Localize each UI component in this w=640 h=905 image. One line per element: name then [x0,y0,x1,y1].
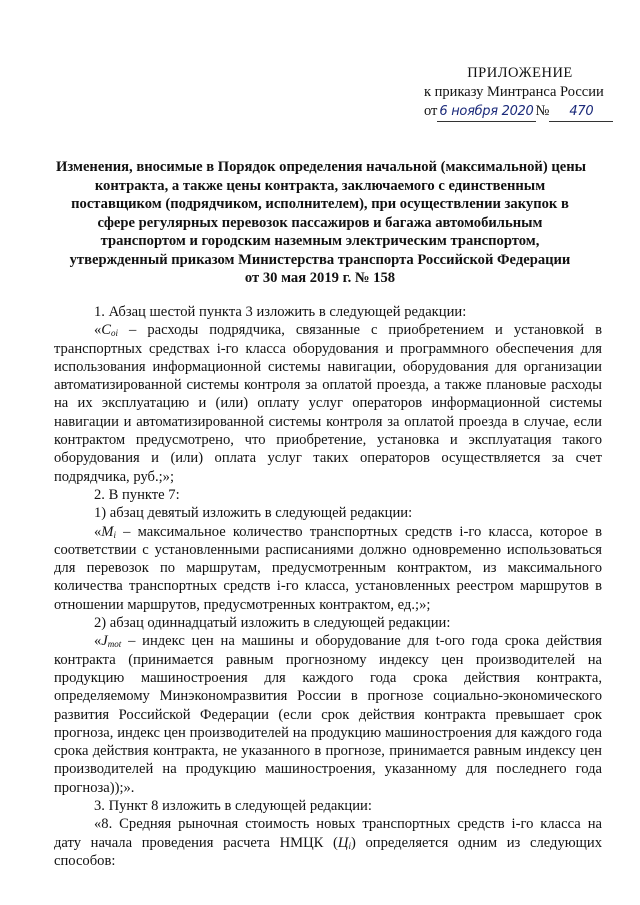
document-body [54,303,602,870]
title-line: транспортом и городским наземным электрическим транспортом, [100,233,540,249]
order-date-number [420,102,620,124]
paragraph-9 [54,815,602,870]
symbol-m-subscript: i [113,529,116,540]
paragraph-7-text: – индекс цен на машины и оборудование для t-ого года срока действия контракта (принимается равным прогнозному индексу цен производителей на продукцию машиностроения для каждого года срока действия контракта, определяемому Минэкономразвития России в прогнозе социально-экономического развития Российской Федерации (если срок действия контракта превышает срок прогноза, индекс цен производителей на продукцию машиностроения для каждого года срока действия контракта, не указанного в прогнозе, принимается равным индексу цен производителей на продукцию машиностроения, указанному для последнего года прогноза));». [54,633,602,796]
paragraph-9-end: ) определяется одним из следующих способов: [54,834,602,869]
handwritten-number: 470 [549,102,613,122]
paragraph-9-text: «8. Средняя рыночная стоимость новых транспортных средств i-го класса на дату начала проведения расчета НМЦК ( [54,816,602,851]
paragraph-1: 1. Абзац шестой пункта 3 изложить в следующей редакции: [94,304,467,320]
symbol-j-subscript: mot [107,639,122,650]
paragraph-3: 2. В пункте 7: [94,486,180,503]
order-reference: к приказу Минтранса России [424,84,604,100]
title-line: Изменения, вносимые в Порядок определения начальной (максимальной) цены [56,159,587,175]
from-prefix: от [424,103,438,119]
paragraph-7: «$J_{mot}$ – индекс цен на машины и оборудование для t-ого года срока действия контракта (принимается равным прогнозному индексу цен производителей на продукцию машиностроения для каждого года срока действия контракта, определяемому Минэкономразвития России в прогнозе социально-экономического развития Российской Федерации (если срок действия контракта превышает срок прогноза, индекс цен производителей на продукцию машиностроения для каждого года срока действия контракта, не указанного в прогнозе, принимается равным индексу цен производителей на продукцию машиностроения, указанному для последнего года прогноза));». [54,633,602,796]
paragraph-5-text: – максимальное количество транспортных средств i-го класса, которое в соответствии с установленными расписаниями должно одновременно использоваться для перевозок по маршрутам, предусмотренным контрактом, из максимального количества транспортных средств i-го класса, установленных реестром маршрутов в отношении маршрутов, предусмотренных контрактом, ед.;»; [54,523,602,613]
title-line: от 30 мая 2019 г. № 158 [244,270,396,286]
title-line: контракта, а также цены контракта, заключаемого с единственным [94,177,546,194]
handwritten-date: 6 ноября 2020 [437,102,535,122]
symbol-ts: Ц [337,834,349,851]
paragraph-2: «$C_{oi}$ – расходы подрядчика, связанные с приобретением и установкой в транспортных средствах i-го класса оборудования и программного обеспечения для использования информационной системы навигации, оборудования для организации автоматизированной системы контроля за оплатой проезда, а также плановые расходы на их эксплуатацию и (или) оплату услуг операторов информационной системы навигации и автоматизированной системы контроля за оплатой проезда в случае, если контрактом предусмотрено, что приобретение, установка и эксплуатация такого оборудования и (или) оплата услуг таких операторов осуществляется за счет подрядчика, руб.;»; [54,322,602,485]
number-prefix: № [535,103,550,119]
title-line: поставщиком (подрядчиком, исполнителем), при осуществлении закупок в [71,196,569,212]
symbol-m: M [101,523,114,540]
paragraph-8: 3. Пункт 8 изложить в следующей редакции: [94,798,372,815]
symbol-j: J [101,633,108,650]
title-line: утвержденный приказом Министерства транспорта Российской Федерации [69,251,571,268]
appendix-title: ПРИЛОЖЕНИЕ [467,65,573,81]
document-title [56,158,587,288]
title-line: сфере регулярных перевозок пассажиров и багажа автомобильным [97,214,543,231]
paragraph-2-text: – расходы подрядчика, связанные с приобретением и установкой в транспортных средствах i-го класса оборудования и программного обеспечения для использования информационной системы навигации, оборудования для организации автоматизированной системы контроля за оплатой проезда, а также плановые расходы на их эксплуатацию и (или) оплату услуг операторов информационной системы навигации и автоматизированной системы контроля за оплатой проезда в случае, если контрактом предусмотрено, что приобретение, установка и эксплуатация такого оборудования и (или) оплата услуг таких операторов осуществляется за счет подрядчика, руб.;»; [54,322,602,485]
symbol-c: C [101,322,112,339]
paragraph-6: 2) абзац одиннадцатый изложить в следующей редакции: [94,615,451,632]
symbol-ts-subscript: i [348,840,351,851]
appendix-header [420,64,620,124]
paragraph-5: «$M_i$ – максимальное количество транспортных средств i-го класса, которое в соответствии с установленными расписаниями должно одновременно использоваться для перевозок по маршрутам, предусмотренным контрактом, из максимального количества транспортных средств i-го класса, установленных реестром маршрутов в отношении маршрутов, предусмотренных контрактом, ед.;»; [54,523,602,613]
symbol-c-subscript: oi [111,328,119,339]
paragraph-4: 1) абзац девятый изложить в следующей редакции: [94,505,413,522]
